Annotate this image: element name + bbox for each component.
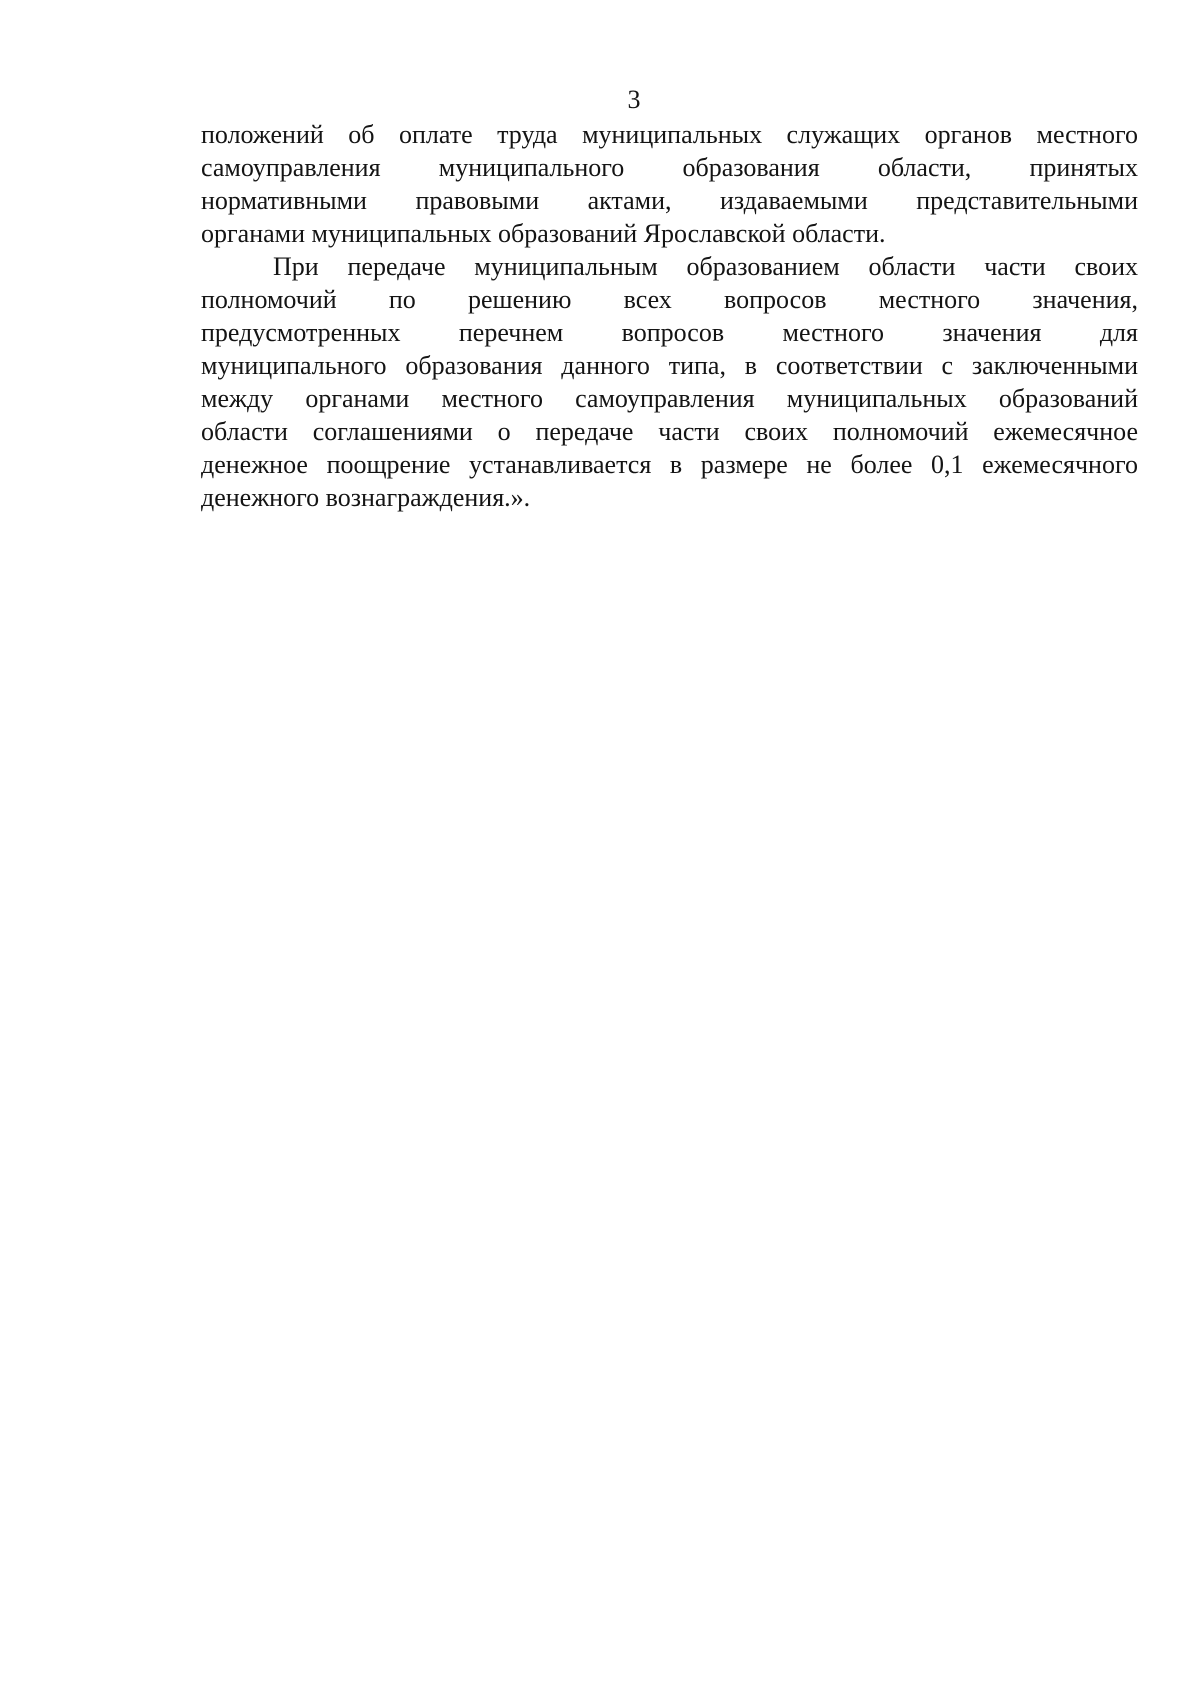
text-line: нормативными правовыми актами, издаваемыми представительными (201, 186, 1138, 215)
document-body (201, 118, 1138, 514)
text-line: положений об оплате труда муниципальных служащих органов местного (201, 120, 1138, 149)
text-line: органами муниципальных образований Ярославской области. (201, 219, 886, 248)
text-line: между органами местного самоуправления муниципальных образований (201, 384, 1138, 413)
text-line: денежного вознаграждения.». (201, 483, 531, 512)
page-number: 3 (627, 85, 641, 114)
paragraph-1 (201, 118, 1138, 250)
text-line: При передаче муниципальным образованием области части своих (273, 252, 1138, 281)
text-line: самоуправления муниципального образования области, принятых (201, 153, 1138, 182)
paragraph-2 (201, 250, 1138, 514)
text-line: полномочий по решению всех вопросов местного значения, (201, 285, 1138, 314)
text-line: предусмотренных перечнем вопросов местного значения для (201, 318, 1138, 347)
text-line: области соглашениями о передаче части своих полномочий ежемесячное (201, 417, 1138, 446)
text-line: муниципального образования данного типа, в соответствии с заключенными (201, 351, 1138, 380)
text-line: денежное поощрение устанавливается в размере не более 0,1 ежемесячного (201, 450, 1138, 479)
